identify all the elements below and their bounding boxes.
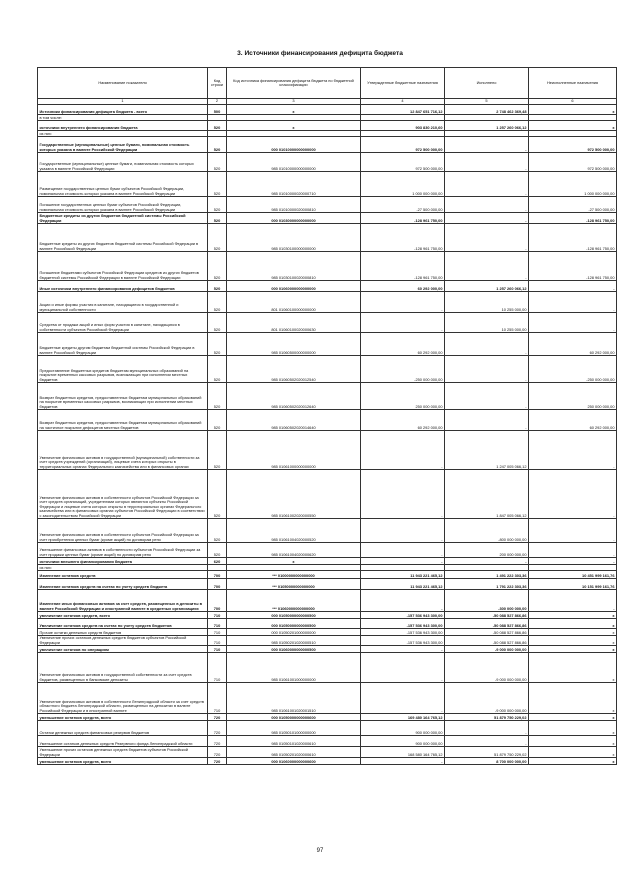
table-row [38, 571, 617, 579]
row-remaining: 972 500 000,00 [529, 153, 617, 172]
table-row [38, 431, 617, 470]
row-kbk: 000 01050201000000000 [227, 629, 361, 636]
row-remaining: -128 961 750,00 [529, 213, 617, 224]
row-remaining: x [529, 646, 617, 653]
row-name: Иные источники внутреннего финансирования дефицитов бюджетов [38, 281, 208, 292]
row-name: Государственные (муниципальные) ценные бумаги, номинальная стоимость которых указана в валюте Российской Федерации [38, 153, 208, 172]
row-code: 710 [208, 683, 227, 714]
row-name: из них: [38, 565, 208, 571]
row-remaining: 1 000 000 000,00 [529, 172, 617, 197]
row-remaining: - [529, 590, 617, 612]
table-header-row [38, 68, 617, 99]
row-executed: -9 000 000 000,00 [445, 683, 529, 714]
row-executed: -50 088 527 866,86 [445, 612, 529, 619]
row-code: 520 [208, 252, 227, 281]
table-row [38, 470, 617, 519]
row-executed: - [445, 558, 529, 565]
row-kbk: 985 01010000020000710 [227, 172, 361, 197]
table-row [38, 224, 617, 252]
row-code: 520 [208, 519, 227, 543]
row-code: 520 [208, 431, 227, 470]
row-approved: 900 000 000,00 [361, 721, 445, 736]
row-kbk: 000 01060000000000600 [227, 758, 361, 765]
table-row [38, 590, 617, 612]
row-code: 710 [208, 646, 227, 653]
row-name: увеличение остатков средств, всего [38, 612, 208, 619]
table-row [38, 747, 617, 758]
row-remaining: x [529, 747, 617, 758]
row-executed: 1 491 222 303,36 [445, 571, 529, 579]
table-row [38, 121, 617, 131]
row-kbk: 985 01061002020000550 [227, 470, 361, 519]
row-executed: - [445, 153, 529, 172]
table-row [38, 213, 617, 224]
row-executed: - [445, 736, 529, 747]
row-approved: 60 292 000,00 [361, 410, 445, 431]
row-name: Увеличение остатков средств на счетах по учету средств бюджетов [38, 619, 208, 629]
table-row [38, 653, 617, 683]
row-code: 720 [208, 758, 227, 765]
row-executed: - [445, 356, 529, 383]
row-executed: 8 700 000 000,00 [445, 758, 529, 765]
row-remaining: - [529, 558, 617, 565]
row-name: Возврат бюджетных кредитов, предоставленных бюджетам муниципальных образований на покрытие временных кассовых разрывов, возникающих при исполнении местных бюджетов [38, 383, 208, 410]
row-executed: -50 088 527 866,86 [445, 636, 529, 646]
row-code: 520 [208, 410, 227, 431]
row-code: 700 [208, 590, 227, 612]
row-executed: -50 088 527 866,86 [445, 629, 529, 636]
table-row [38, 758, 617, 765]
column-header-code: Код строки [208, 68, 227, 99]
row-kbk: *** 01000000000000000 [227, 571, 361, 579]
table-row [38, 619, 617, 629]
row-kbk: 000 01050000000000500 [227, 612, 361, 619]
table-row [38, 356, 617, 383]
row-executed: - [445, 410, 529, 431]
row-kbk: 985 01050201020000610 [227, 747, 361, 758]
row-approved: -128 961 750,00 [361, 224, 445, 252]
row-executed: 1 847 005 066,12 [445, 470, 529, 519]
row-executed: -9 000 000 000,00 [445, 653, 529, 683]
row-approved: 11 943 221 465,12 [361, 571, 445, 579]
row-approved: -157 536 943 300,00 [361, 619, 445, 629]
row-code: 520 [208, 213, 227, 224]
table-row [38, 105, 617, 115]
table-row [38, 172, 617, 197]
table-row [38, 313, 617, 333]
row-kbk: x [227, 121, 361, 131]
table-row [38, 333, 617, 356]
table-row [38, 736, 617, 747]
row-name: Уменьшение прочих остатков денежных средств бюджетов субъектов Российской Федерации [38, 747, 208, 758]
column-header-kbk: Код источника финансирования дефицита бюджета по бюджетной классификации [227, 68, 361, 99]
row-kbk: 985 01060502020014640 [227, 410, 361, 431]
row-remaining: x [529, 105, 617, 115]
row-remaining: - [529, 543, 617, 558]
row-approved: -157 536 943 300,00 [361, 636, 445, 646]
row-kbk: 985 01050101020000610 [227, 736, 361, 747]
row-kbk: 985 01030100020000810 [227, 252, 361, 281]
row-approved: -128 961 750,00 [361, 252, 445, 281]
row-executed: 10 255 000,00 [445, 292, 529, 313]
row-kbk: 985 01010000000000000 [227, 153, 361, 172]
row-approved: -157 536 943 300,00 [361, 629, 445, 636]
row-code: 520 [208, 137, 227, 153]
table-row [38, 383, 617, 410]
row-name: источники внутреннего финансирования бюджета [38, 121, 208, 131]
row-approved: 972 500 000,00 [361, 137, 445, 153]
row-remaining: 60 292 000,00 [529, 333, 617, 356]
row-remaining: x [529, 121, 617, 131]
row-approved: 169 480 164 765,12 [361, 714, 445, 721]
row-remaining: x [529, 653, 617, 683]
table-row [38, 558, 617, 565]
row-code: 720 [208, 721, 227, 736]
row-approved: - [361, 758, 445, 765]
table-row [38, 519, 617, 543]
row-name: Прочие остатки денежных средств бюджетов [38, 629, 208, 636]
row-executed: - [445, 383, 529, 410]
row-name: Погашение бюджетами субъектов Российской Федерации кредитов из других бюджетов бюджетной системы Российской Федерации в валюте Российской Федерации [38, 252, 208, 281]
row-kbk: *** 01060000000000000 [227, 590, 361, 612]
row-remaining: x [529, 683, 617, 714]
row-kbk: 985 01010000020000810 [227, 197, 361, 213]
row-approved: 903 830 210,60 [361, 121, 445, 131]
row-remaining: -128 961 750,00 [529, 252, 617, 281]
row-approved: - [361, 292, 445, 313]
row-name: Бюджетные кредиты из других бюджетов бюджетной системы Российской Федерации в валюте Российской Федерации [38, 224, 208, 252]
row-remaining: - [529, 431, 617, 470]
row-name: Размещение государственных ценных бумаг субъектов Российской Федерации, номинальная стоимость которых указана в валюте Российской Федерации [38, 172, 208, 197]
financing-sources-table [37, 67, 617, 765]
row-name: Предоставление бюджетных кредитов бюджетам муниципальных образований на покрытие временных кассовых разрывов, возникающих при исполнении местных бюджетов [38, 356, 208, 383]
row-executed: 1 247 005 066,12 [445, 431, 529, 470]
row-executed: - [445, 172, 529, 197]
row-executed: 51 879 750 229,02 [445, 747, 529, 758]
row-approved: 11 943 221 465,12 [361, 579, 445, 590]
row-executed: -50 088 527 866,86 [445, 619, 529, 629]
row-code: 520 [208, 224, 227, 252]
row-kbk: 000 01050000000000600 [227, 714, 361, 721]
row-remaining: -250 000 000,00 [529, 356, 617, 383]
row-remaining: - [529, 470, 617, 519]
row-executed: - [445, 333, 529, 356]
table-row [38, 543, 617, 558]
row-executed: 200 000 000,00 [445, 543, 529, 558]
row-code: 620 [208, 558, 227, 565]
row-executed: - [445, 224, 529, 252]
table-row [38, 636, 617, 646]
row-kbk: x [227, 558, 361, 565]
table-row [38, 197, 617, 213]
row-kbk: 985 01060500000000000 [227, 333, 361, 356]
row-approved: 250 000 000,00 [361, 383, 445, 410]
row-code: 700 [208, 579, 227, 590]
column-header-remaining: Неисполненные назначения [529, 68, 617, 99]
column-number: 6 [529, 99, 617, 105]
row-name: уменьшение остатков средств, всего [38, 714, 208, 721]
row-approved: 12 847 651 716,12 [361, 105, 445, 115]
row-executed: 1 791 222 303,36 [445, 579, 529, 590]
row-executed: -800 000 000,00 [445, 519, 529, 543]
row-remaining: -128 961 750,00 [529, 224, 617, 252]
row-remaining: x [529, 758, 617, 765]
row-executed: -300 000 000,00 [445, 590, 529, 612]
row-kbk: 985 01030100000000000 [227, 224, 361, 252]
row-kbk: 000 01050000000000500 [227, 619, 361, 629]
table-row [38, 612, 617, 619]
row-code: 720 [208, 714, 227, 721]
row-kbk: 000 01060000000000500 [227, 646, 361, 653]
row-code: 710 [208, 612, 227, 619]
table-row [38, 714, 617, 721]
column-number: 1 [38, 99, 208, 105]
row-name: Изменение остатков средств на счетах по учету средств бюджета [38, 579, 208, 590]
row-kbk: 985 01050101000000000 [227, 721, 361, 736]
row-name: Бюджетные кредиты из других бюджетов бюджетной системы Российской Федерации [38, 213, 208, 224]
row-approved: - [361, 519, 445, 543]
table-row [38, 281, 617, 292]
page-title: 3. Источники финансирования дефицита бюджета [237, 50, 403, 57]
row-remaining: - [529, 292, 617, 313]
row-executed: 51 879 750 229,02 [445, 714, 529, 721]
row-code: 520 [208, 313, 227, 333]
row-name: Возврат бюджетных кредитов, предоставленных бюджетам муниципальных образований на частичное покрытие дефицитов местных бюджетов [38, 410, 208, 431]
row-kbk: 801 01060100020000630 [227, 313, 361, 333]
column-number: 2 [208, 99, 227, 105]
row-code: 520 [208, 543, 227, 558]
row-remaining: x [529, 714, 617, 721]
row-remaining: x [529, 619, 617, 629]
row-name: Бюджетные кредиты другим бюджетам бюджетной системы Российской Федерации в валюте Российской Федерации [38, 333, 208, 356]
row-name: Увеличение финансовых активов в собственности субъектов Российской Федерации за счет приобретения ценных бумаг (кроме акций) по договорам репо [38, 519, 208, 543]
row-approved: 60 292 000,00 [361, 281, 445, 292]
row-approved: 1 000 000 000,00 [361, 172, 445, 197]
row-executed: - [445, 197, 529, 213]
row-approved: - [361, 431, 445, 470]
row-executed: 1 257 260 066,12 [445, 121, 529, 131]
row-executed: - [445, 213, 529, 224]
row-code: 710 [208, 629, 227, 636]
row-code: 520 [208, 470, 227, 519]
row-name: Средства от продажи акций и иных форм участия в капитале, находящихся в собственности субъектов Российской Федерации [38, 313, 208, 333]
row-code: 520 [208, 197, 227, 213]
row-approved: - [361, 543, 445, 558]
row-approved: 168 580 164 765,12 [361, 747, 445, 758]
column-number: 4 [361, 99, 445, 105]
row-executed: 10 255 000,00 [445, 313, 529, 333]
row-executed: 1 257 260 066,12 [445, 281, 529, 292]
row-name: Уменьшение остатков денежных средств Резервного фонда Ленинградской области [38, 736, 208, 747]
row-remaining: 250 000 000,00 [529, 383, 617, 410]
row-kbk: 985 01050201020000510 [227, 636, 361, 646]
row-name: Изменение иных финансовых активов за счет средств, размещенных в депозиты в валюте Российской Федерации и иностранной валюте в кредитных организациях [38, 590, 208, 612]
table-row [38, 153, 617, 172]
row-kbk: 985 01060502020012540 [227, 356, 361, 383]
row-name: Увеличение финансовых активов в государственной собственности за счет средств бюджетов, размещенных в банковские депозиты [38, 653, 208, 683]
row-approved: -27 500 000,00 [361, 197, 445, 213]
row-name: в том числе: [38, 115, 208, 121]
row-code: 520 [208, 172, 227, 197]
row-approved: 972 500 000,00 [361, 153, 445, 172]
row-code: 520 [208, 153, 227, 172]
row-approved: 900 000 000,00 [361, 736, 445, 747]
row-name: Изменение остатков средств [38, 571, 208, 579]
row-approved: - [361, 590, 445, 612]
row-code: 520 [208, 356, 227, 383]
row-approved: - [361, 470, 445, 519]
row-kbk: 985 01061004020000520 [227, 519, 361, 543]
row-kbk: x [227, 105, 361, 115]
row-approved: - [361, 683, 445, 714]
row-executed: - [445, 252, 529, 281]
table-row [38, 721, 617, 736]
row-remaining: x [529, 629, 617, 636]
row-executed: - [445, 137, 529, 153]
row-approved: - [361, 313, 445, 333]
row-name: Погашение государственных ценных бумаг субъектов Российской Федерации, номинальная стоимость которых указана в валюте Российской Федерации [38, 197, 208, 213]
row-code: 520 [208, 281, 227, 292]
row-remaining: 10 151 999 161,76 [529, 579, 617, 590]
row-kbk: 000 01060000000000000 [227, 281, 361, 292]
table-row [38, 646, 617, 653]
row-kbk: 985 01060502020012640 [227, 383, 361, 410]
row-executed: 2 748 462 369,48 [445, 105, 529, 115]
row-name: Государственные (муниципальные) ценные бумаги, номинальная стоимость которых указана в валюте Российской Федерации [38, 137, 208, 153]
column-number: 5 [445, 99, 529, 105]
row-kbk: 801 01060100000000000 [227, 292, 361, 313]
row-code: 520 [208, 292, 227, 313]
row-name: Акции и иные формы участия в капитале, находящиеся в государственной и муниципальной собственности [38, 292, 208, 313]
row-code: 500 [208, 105, 227, 115]
table-row [38, 579, 617, 590]
row-kbk: 000 01010000000000000 [227, 137, 361, 153]
row-kbk: 000 01030000000000000 [227, 213, 361, 224]
row-code: 710 [208, 636, 227, 646]
row-code: 520 [208, 121, 227, 131]
row-kbk: 985 01061000000000000 [227, 431, 361, 470]
row-code: 520 [208, 383, 227, 410]
row-remaining: -27 500 000,00 [529, 197, 617, 213]
row-remaining: x [529, 721, 617, 736]
row-name: Увеличение прочих остатков денежных средств бюджетов субъектов Российской Федерации [38, 636, 208, 646]
row-approved: -157 536 943 300,00 [361, 612, 445, 619]
table-row [38, 683, 617, 714]
row-kbk: 985 01061001000000000 [227, 653, 361, 683]
table-body [38, 105, 617, 765]
row-name: Увеличение финансовых активов в государственной (муниципальной) собственности за счет средств учреждений (организаций), лицевые счета которых открыты в территориальных органах Федерального казначейства или в финансовых органах [38, 431, 208, 470]
row-code: 720 [208, 736, 227, 747]
table-row [38, 410, 617, 431]
row-remaining: x [529, 736, 617, 747]
row-approved: 60 292 000,00 [361, 333, 445, 356]
column-header-approved: Утвержденные бюджетные назначения [361, 68, 445, 99]
row-code: 720 [208, 747, 227, 758]
row-name: Источники финансирования дефицита бюджета - всего [38, 105, 208, 115]
row-approved: - [361, 653, 445, 683]
table-row [38, 137, 617, 153]
row-name: уменьшение остатков средств, всего [38, 758, 208, 765]
row-remaining: 10 451 999 161,76 [529, 571, 617, 579]
column-header-executed: Исполнено [445, 68, 529, 99]
row-remaining: 972 500 000,00 [529, 137, 617, 153]
row-code: 710 [208, 619, 227, 629]
row-name: Остатки денежных средств финансовых резервов бюджетов [38, 721, 208, 736]
row-kbk: 985 01061004020000620 [227, 543, 361, 558]
row-remaining: - [529, 519, 617, 543]
table-row [38, 292, 617, 313]
row-remaining: x [529, 636, 617, 646]
row-kbk: *** 01050000000000000 [227, 579, 361, 590]
row-code: 710 [208, 653, 227, 683]
row-name: увеличение остатков по операциям [38, 646, 208, 653]
row-name: источники внешнего финансирования бюджета [38, 558, 208, 565]
row-code: 520 [208, 333, 227, 356]
row-name: из них: [38, 131, 208, 137]
row-name: Уменьшение финансовых активов в собственности субъектов Российской Федерации за счет продажи ценных бумаг (кроме акций) по договорам репо [38, 543, 208, 558]
row-executed: -9 000 000 000,00 [445, 646, 529, 653]
row-approved: -128 961 750,00 [361, 213, 445, 224]
row-name: Увеличение финансовых активов в собственности Ленинградской области за счет средств областного бюджета Ленинградской области, размещенных на депозитах в валюте Российской Федерации и в иностранной валюте [38, 683, 208, 714]
row-approved: - [361, 558, 445, 565]
table-row [38, 252, 617, 281]
row-code: 700 [208, 571, 227, 579]
row-remaining: - [529, 281, 617, 292]
row-remaining: x [529, 612, 617, 619]
row-approved: -250 000 000,00 [361, 356, 445, 383]
row-remaining: - [529, 313, 617, 333]
column-number: 3 [227, 99, 361, 105]
row-approved: - [361, 646, 445, 653]
page-number: 97 [316, 848, 324, 854]
row-name: Увеличение финансовых активов в собственности субъектов Российской Федерации за счет средств организаций, учредителями которых являются субъекты Российской Федерации и лицевые счета которых открыты в территориальных органах Федерального казначейства или в финансовых органах субъектов Российской Федерации в соответствии с законодательством Российской Федерации [38, 470, 208, 519]
column-header-name: Наименование показателя [38, 68, 208, 99]
row-kbk: 985 01061001020001510 [227, 683, 361, 714]
row-executed: - [445, 721, 529, 736]
row-remaining: 60 292 000,00 [529, 410, 617, 431]
